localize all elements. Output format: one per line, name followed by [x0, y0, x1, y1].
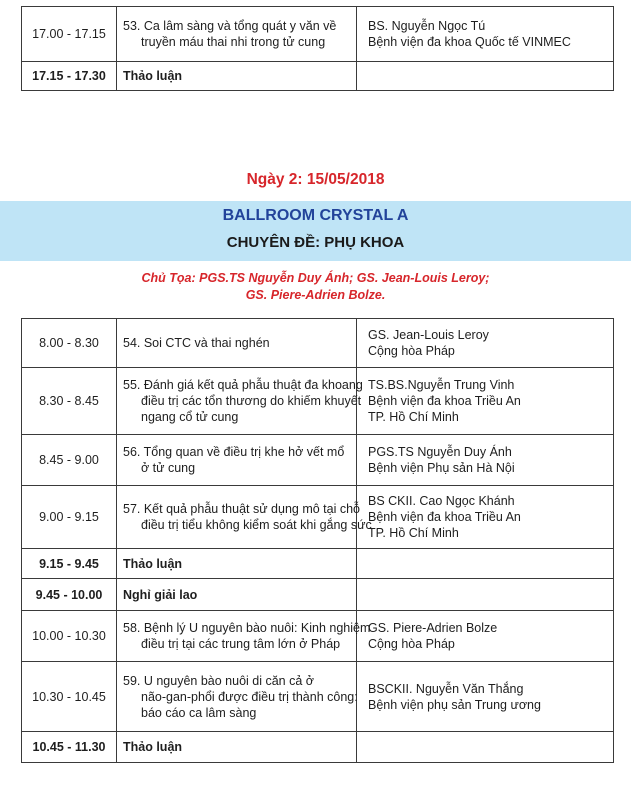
- speaker-line: Bệnh viện phụ sản Trung ương: [368, 697, 541, 712]
- speaker-line: BS. Nguyễn Ngọc Tú: [368, 19, 486, 33]
- topic-cell: Nghỉ giải lao: [117, 579, 357, 611]
- time-cell: 10.45 - 11.30: [22, 732, 117, 763]
- speaker-cell: [357, 579, 614, 611]
- topic-line: 56. Tổng quan về điều trị khe hở vết mổ: [123, 445, 345, 459]
- topic-line: báo cáo ca lâm sàng: [141, 705, 257, 720]
- topic-line: 54. Soi CTC và thai nghén: [123, 336, 270, 350]
- topic-line: 59. U nguyên bào nuôi di căn cả ở: [123, 673, 314, 688]
- speaker-line: GS. Piere-Adrien Bolze: [368, 621, 498, 635]
- time-cell: 8.45 - 9.00: [22, 435, 117, 486]
- time-cell: 10.00 - 10.30: [22, 611, 117, 662]
- table-row: [22, 435, 614, 486]
- previous-session-table: [21, 6, 614, 91]
- speaker-line: Bệnh viện đa khoa Quốc tế VINMEC: [368, 35, 571, 49]
- speaker-line: TP. Hồ Chí Minh: [368, 526, 459, 540]
- schedule-table: [21, 318, 614, 763]
- speaker-cell: [357, 319, 614, 368]
- table-row: [22, 579, 614, 611]
- topic-cell: [117, 368, 363, 435]
- speaker-line: BSCKII. Nguyễn Văn Thắng: [368, 681, 524, 696]
- topic-line: ở tử cung: [141, 461, 196, 475]
- topic-cell: [117, 435, 357, 486]
- table-row: [22, 662, 614, 732]
- speaker-line: GS. Jean-Louis Leroy: [368, 328, 489, 342]
- time-cell: 17.00 - 17.15: [22, 7, 117, 62]
- table-row: [22, 7, 614, 62]
- table-row: [22, 486, 614, 549]
- topic-cell: [117, 319, 357, 368]
- session-topic: CHUYÊN ĐỀ: PHỤ KHOA: [226, 234, 405, 251]
- topic-line: truyền máu thai nhi trong tử cung: [141, 35, 326, 49]
- time-cell: 10.30 - 10.45: [22, 662, 117, 732]
- speaker-line: Bệnh viện đa khoa Triều An: [368, 510, 521, 524]
- table-row: [22, 549, 614, 579]
- topic-line: điều trị tiểu không kiểm soát khi gắng sức: [141, 518, 372, 532]
- table-row: [22, 368, 614, 435]
- topic-cell: [117, 662, 357, 732]
- topic-line: 53. Ca lâm sàng và tổng quát y văn về: [123, 19, 337, 33]
- speaker-cell: [357, 662, 614, 732]
- topic-cell: [117, 7, 357, 62]
- topic-cell: [117, 486, 372, 549]
- speaker-cell: [357, 435, 614, 486]
- topic-line: 57. Kết quả phẫu thuật sử dụng mô tại chỗ: [123, 502, 361, 516]
- topic-cell: Thảo luận: [117, 549, 357, 579]
- speaker-line: Cộng hòa Pháp: [368, 637, 455, 651]
- speaker-cell: [357, 368, 614, 435]
- table-row: [22, 732, 614, 763]
- speaker-line: PGS.TS Nguyễn Duy Ánh: [368, 445, 512, 459]
- day-title: Ngày 2: 15/05/2018: [246, 171, 385, 188]
- time-cell: 8.30 - 8.45: [22, 368, 117, 435]
- speaker-line: TP. Hồ Chí Minh: [368, 410, 459, 424]
- topic-line: 58. Bệnh lý U nguyên bào nuôi: Kinh nghiệm: [123, 621, 371, 635]
- speaker-cell: [357, 7, 614, 62]
- chairpersons-line: GS. Piere-Adrien Bolze.: [245, 288, 386, 302]
- time-cell: 9.45 - 10.00: [22, 579, 117, 611]
- speaker-cell: [357, 549, 614, 579]
- topic-cell: Thảo luận: [117, 62, 357, 91]
- speaker-line: Bệnh viện Phụ sản Hà Nội: [368, 461, 515, 475]
- speaker-cell: [357, 611, 614, 662]
- chairpersons-line: Chủ Tọa: PGS.TS Nguyễn Duy Ánh; GS. Jean-Louis Leroy;: [141, 271, 490, 285]
- speaker-line: BS CKII. Cao Ngọc Khánh: [368, 494, 515, 508]
- topic-cell: [117, 611, 371, 662]
- table-row: [22, 62, 614, 91]
- topic-line: điều trị tại các trung tâm lớn ở Pháp: [141, 637, 341, 651]
- room-name: BALLROOM CRYSTAL A: [222, 207, 409, 224]
- topic-line: điều trị các tổn thương do khiếm khuyết: [141, 394, 362, 408]
- speaker-line: Cộng hòa Pháp: [368, 344, 455, 358]
- speaker-cell: [357, 732, 614, 763]
- topic-cell: Thảo luận: [117, 732, 357, 763]
- time-cell: 8.00 - 8.30: [22, 319, 117, 368]
- topic-line: ngang cổ tử cung: [141, 410, 239, 424]
- chairpersons: [0, 270, 631, 304]
- topic-line: não-gan-phổi được điều trị thành công:: [141, 689, 358, 704]
- speaker-cell: [357, 62, 614, 91]
- speaker-line: TS.BS.Nguyễn Trung Vinh: [368, 378, 515, 392]
- table-row: [22, 319, 614, 368]
- speaker-cell: [357, 486, 614, 549]
- topic-line: 55. Đánh giá kết quả phẫu thuật đa khoang: [123, 378, 363, 392]
- time-cell: 9.00 - 9.15: [22, 486, 117, 549]
- speaker-line: Bệnh viện đa khoa Triều An: [368, 394, 521, 408]
- time-cell: 17.15 - 17.30: [22, 62, 117, 91]
- time-cell: 9.15 - 9.45: [22, 549, 117, 579]
- table-row: [22, 611, 614, 662]
